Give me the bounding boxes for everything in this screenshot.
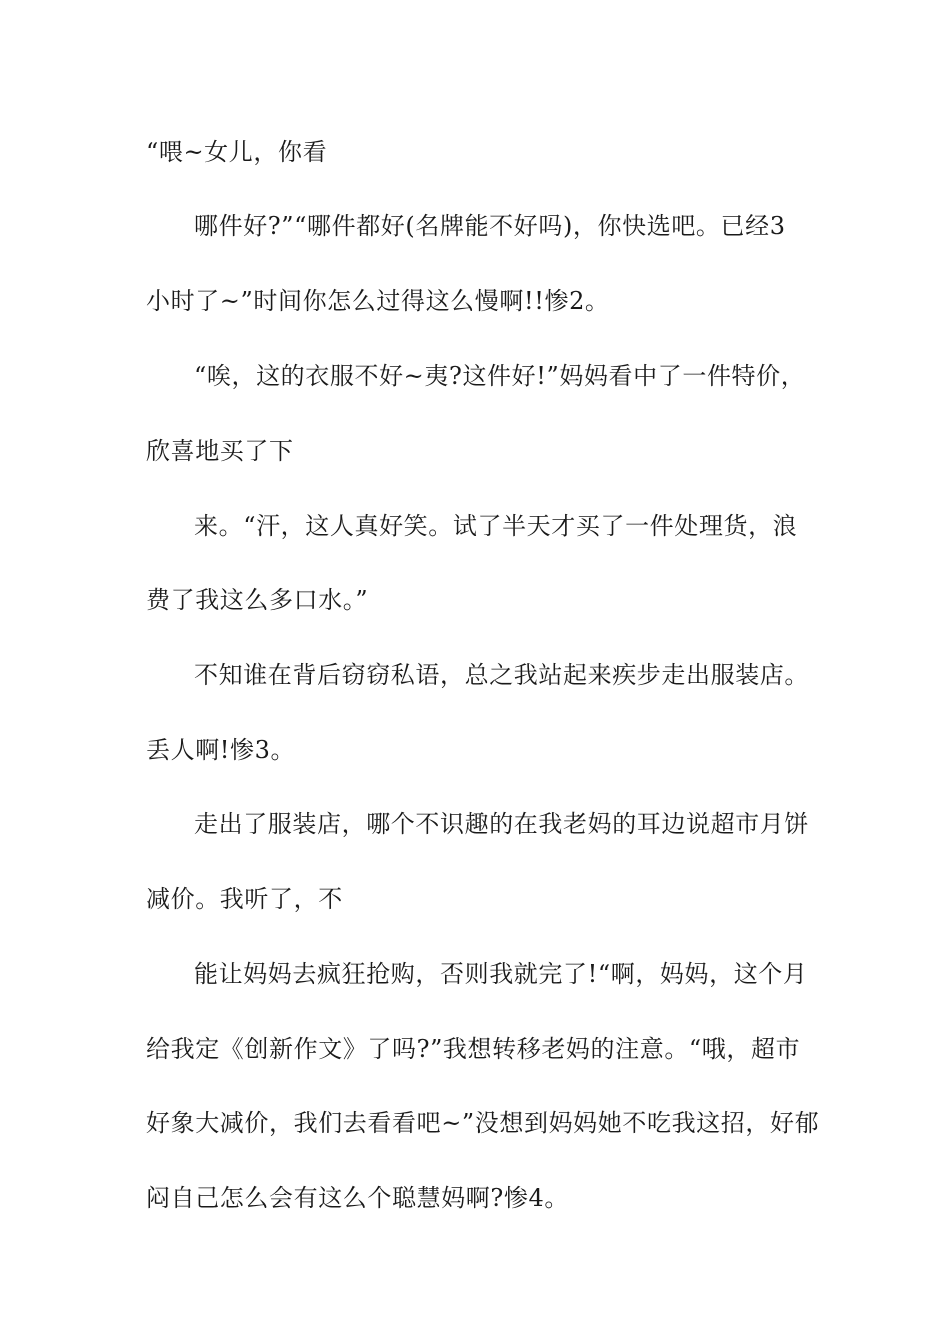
text-line: 来。“汗，这人真好笑。试了半天才买了一件处理货，浪 [194, 512, 798, 540]
text-line: 走出了服装店，哪个不识趣的在我老妈的耳边说超市月饼 [194, 810, 809, 838]
text-line: “唉，这的衣服不好~夷?这件好!”妈妈看中了一件特价， [194, 362, 806, 390]
text-line: 减价。我听了，不 [146, 885, 343, 913]
text-line: 欣喜地买了下 [146, 437, 294, 465]
text-line: 好象大减价，我们去看看吧~”没想到妈妈她不吃我这招，好郁 [146, 1109, 820, 1137]
text-line: 不知谁在背后窃窃私语，总之我站起来疾步走出服装店。 [194, 661, 809, 689]
text-line: 哪件好?”“哪件都好(名牌能不好吗)，你快选吧。已经3 [194, 212, 786, 240]
text-line: 丢人啊!惨3。 [146, 736, 296, 764]
text-line: 能让妈妈去疯狂抢购，否则我就完了!“啊，妈妈，这个月 [194, 960, 808, 988]
text-line: 闷自己怎么会有这么个聪慧妈啊?惨4。 [146, 1184, 569, 1212]
text-line: “喂~女儿，你看 [146, 138, 328, 166]
text-line: 给我定《创新作文》了吗?”我想转移老妈的注意。“哦，超市 [146, 1035, 801, 1063]
text-line: 费了我这么多口水。” [146, 586, 369, 614]
text-line: 小时了~”时间你怎么过得这么慢啊!!惨2。 [146, 287, 610, 315]
